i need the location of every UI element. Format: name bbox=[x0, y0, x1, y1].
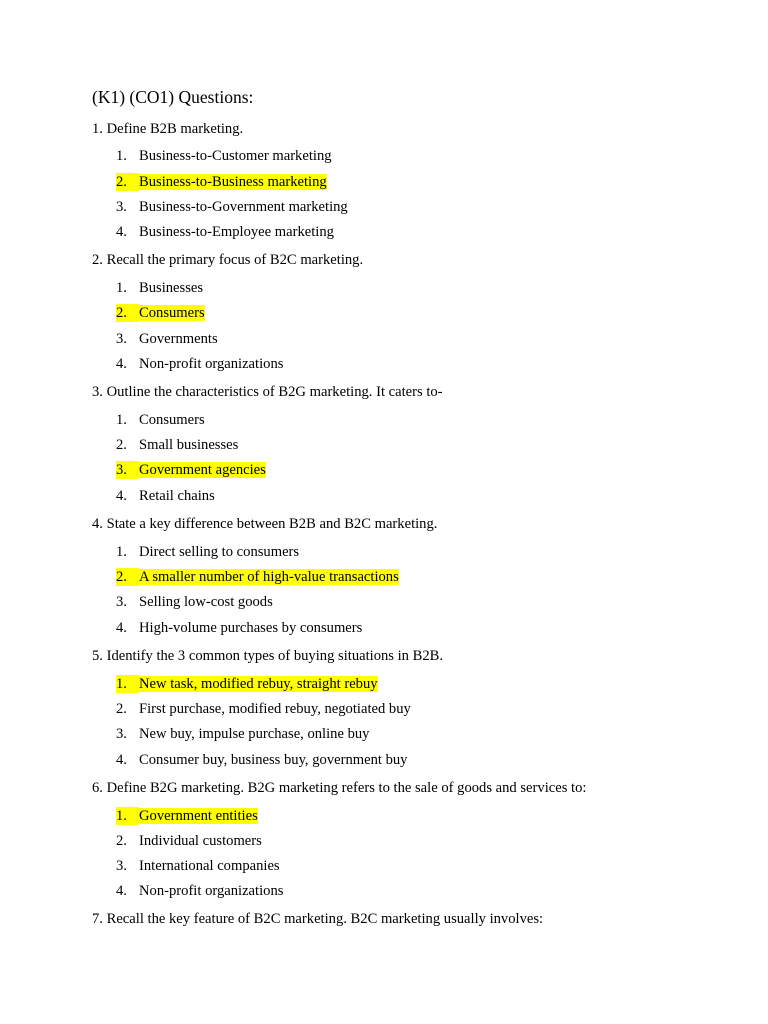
option-number: 2. bbox=[116, 173, 139, 191]
option-text: New task, modified rebuy, straight rebuy bbox=[139, 676, 378, 692]
q2-option-2-answer bbox=[116, 304, 205, 322]
option-number: 1. bbox=[116, 675, 139, 693]
q4-option-2-answer bbox=[116, 568, 399, 586]
question-1: 1. Define B2B marketing. bbox=[92, 121, 244, 137]
option-text: Businesses bbox=[139, 280, 204, 296]
option-number: 1. bbox=[116, 544, 127, 560]
q3-option-2 bbox=[116, 436, 238, 454]
q5-option-2 bbox=[116, 700, 411, 718]
q1-option-4 bbox=[116, 223, 334, 241]
q3-option-1 bbox=[116, 411, 205, 429]
option-text: Business-to-Business marketing bbox=[139, 174, 327, 190]
option-number: 3. bbox=[116, 726, 127, 742]
q3-option-3-answer bbox=[116, 461, 266, 479]
q5-option-1-answer bbox=[116, 675, 378, 693]
option-text: First purchase, modified rebuy, negotiated buy bbox=[139, 701, 411, 717]
option-text: A smaller number of high-value transactions bbox=[139, 569, 399, 585]
q1-option-3 bbox=[116, 198, 348, 216]
option-text: Government entities bbox=[139, 808, 258, 824]
option-number: 2. bbox=[116, 437, 127, 453]
option-number: 4. bbox=[116, 752, 127, 768]
option-text: High-volume purchases by consumers bbox=[139, 620, 363, 636]
q6-option-1-answer bbox=[116, 807, 258, 825]
option-number: 3. bbox=[116, 461, 139, 479]
q6-option-4 bbox=[116, 882, 283, 900]
option-text: International companies bbox=[139, 858, 280, 874]
option-text: Consumers bbox=[139, 412, 205, 428]
option-number: 1. bbox=[116, 280, 127, 296]
option-number: 2. bbox=[116, 833, 127, 849]
option-text: Business-to-Employee marketing bbox=[139, 224, 334, 240]
option-text: Business-to-Customer marketing bbox=[139, 148, 332, 164]
page-heading: (K1) (CO1) Questions: bbox=[92, 87, 254, 107]
q2-option-3 bbox=[116, 330, 218, 348]
option-number: 4. bbox=[116, 488, 127, 504]
option-text: Governments bbox=[139, 331, 218, 347]
q2-option-1 bbox=[116, 279, 203, 297]
option-text: Consumer buy, business buy, government buy bbox=[139, 752, 408, 768]
q5-option-4 bbox=[116, 751, 407, 769]
q4-option-1 bbox=[116, 543, 299, 561]
option-number: 4. bbox=[116, 883, 127, 899]
option-text: Non-profit organizations bbox=[139, 883, 284, 899]
option-text: Individual customers bbox=[139, 833, 262, 849]
option-number: 4. bbox=[116, 356, 127, 372]
question-3: 3. Outline the characteristics of B2G marketing. It caters to- bbox=[92, 384, 443, 400]
q2-option-4 bbox=[116, 355, 283, 373]
option-number: 1. bbox=[116, 807, 139, 825]
option-number: 3. bbox=[116, 594, 127, 610]
option-text: Direct selling to consumers bbox=[139, 544, 300, 560]
option-text: Business-to-Government marketing bbox=[139, 199, 348, 215]
option-number: 3. bbox=[116, 858, 127, 874]
q4-option-4 bbox=[116, 619, 362, 637]
option-number: 4. bbox=[116, 224, 127, 240]
q1-option-1 bbox=[116, 147, 332, 165]
option-text: Retail chains bbox=[139, 488, 215, 504]
option-number: 1. bbox=[116, 148, 127, 164]
q6-option-2 bbox=[116, 832, 262, 850]
option-number: 3. bbox=[116, 199, 127, 215]
q6-option-3 bbox=[116, 857, 280, 875]
question-5: 5. Identify the 3 common types of buying situations in B2B. bbox=[92, 648, 444, 664]
option-text: Consumers bbox=[139, 305, 205, 321]
option-number: 2. bbox=[116, 568, 139, 586]
question-7: 7. Recall the key feature of B2C marketing. B2C marketing usually involves: bbox=[92, 911, 544, 927]
option-text: Non-profit organizations bbox=[139, 356, 284, 372]
option-number: 2. bbox=[116, 304, 139, 322]
option-number: 1. bbox=[116, 412, 127, 428]
question-2: 2. Recall the primary focus of B2C marketing. bbox=[92, 252, 364, 268]
q3-option-4 bbox=[116, 487, 215, 505]
option-text: New buy, impulse purchase, online buy bbox=[139, 726, 370, 742]
option-text: Government agencies bbox=[139, 462, 266, 478]
option-number: 3. bbox=[116, 331, 127, 347]
q1-option-2-answer bbox=[116, 173, 327, 191]
option-number: 2. bbox=[116, 701, 127, 717]
option-number: 4. bbox=[116, 620, 127, 636]
q5-option-3 bbox=[116, 725, 369, 743]
option-text: Small businesses bbox=[139, 437, 239, 453]
question-4: 4. State a key difference between B2B and B2C marketing. bbox=[92, 516, 438, 532]
option-text: Selling low-cost goods bbox=[139, 594, 273, 610]
q4-option-3 bbox=[116, 593, 273, 611]
question-6: 6. Define B2G marketing. B2G marketing refers to the sale of goods and services to: bbox=[92, 780, 587, 796]
